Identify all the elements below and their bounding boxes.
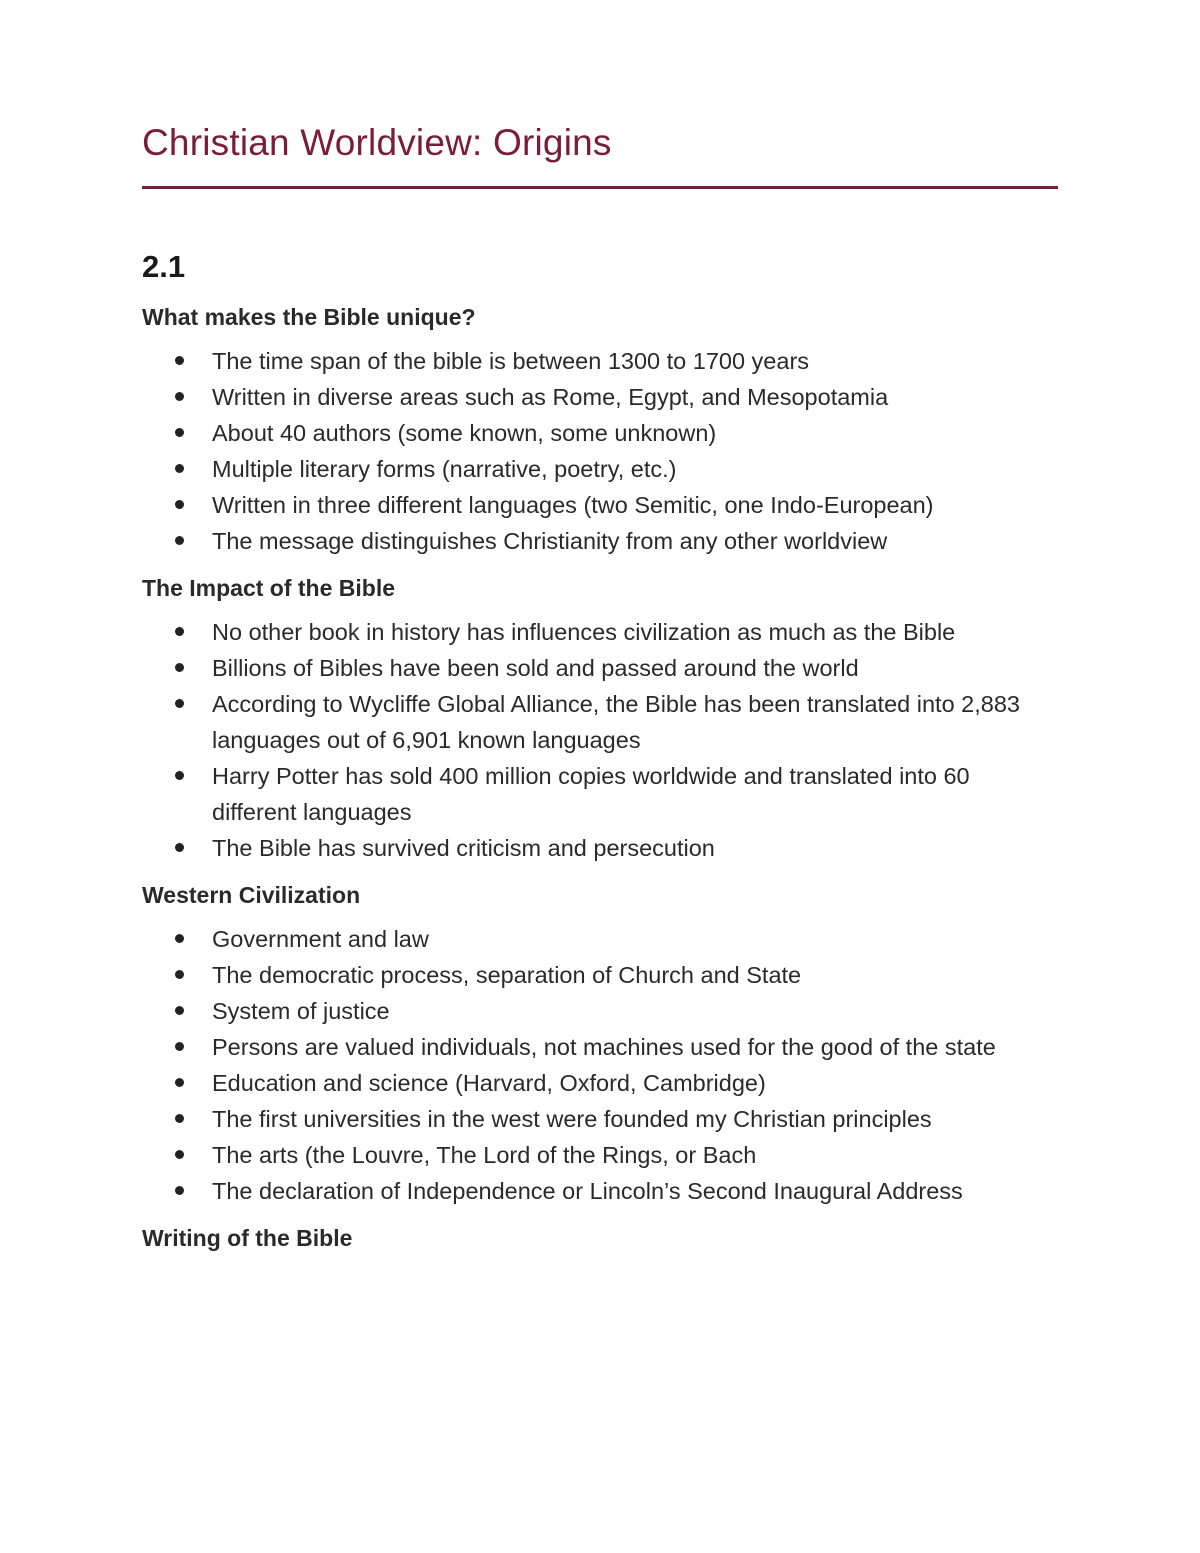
bullet-icon — [175, 627, 184, 636]
list-item-text: No other book in history has influences civilization as much as the Bible — [212, 619, 956, 645]
list-item — [142, 650, 1058, 686]
list-item — [142, 758, 1058, 830]
list-item — [142, 1029, 1058, 1065]
list-item-text: The arts (the Louvre, The Lord of the Rings, or Bach — [212, 1142, 757, 1168]
section-number: 2.1 — [142, 249, 186, 284]
list-item — [142, 1173, 1058, 1209]
list-item — [142, 957, 1058, 993]
list-item — [142, 614, 1058, 650]
list-item-text: The time span of the bible is between 1300 to 1700 years — [212, 348, 810, 374]
list-item — [142, 343, 1058, 379]
list-item-text: The first universities in the west were founded my Christian principles — [212, 1106, 932, 1132]
list-item-text: According to Wycliffe Global Alliance, the Bible has been translated into 2,883 languages out of 6,901 known languages — [212, 691, 1020, 753]
bullet-icon — [175, 1006, 184, 1015]
list-item-text: The Bible has survived criticism and persecution — [212, 835, 715, 861]
list-item — [142, 921, 1058, 957]
document-body — [142, 300, 1058, 1255]
bullet-icon — [175, 970, 184, 979]
list-item — [142, 1101, 1058, 1137]
bullet-icon — [175, 1078, 184, 1087]
document-title: Christian Worldview: Origins — [142, 122, 612, 163]
bullet-icon — [175, 663, 184, 672]
list-item-text: The democratic process, separation of Church and State — [212, 962, 802, 988]
bullet-icon — [175, 428, 184, 437]
list-item-text: The message distinguishes Christianity from any other worldview — [212, 528, 888, 554]
bullet-icon — [175, 1186, 184, 1195]
bullet-icon — [175, 934, 184, 943]
bullet-icon — [175, 1042, 184, 1051]
list-item — [142, 1065, 1058, 1101]
bullet-icon — [175, 699, 184, 708]
bullet-icon — [175, 356, 184, 365]
heading-writing-of-bible: Writing of the Bible — [142, 1225, 353, 1251]
list-item-text: Government and law — [212, 926, 429, 952]
heading-bible-unique: What makes the Bible unique? — [142, 304, 476, 330]
list-bible-unique — [142, 343, 1058, 559]
heading-impact-of-bible: The Impact of the Bible — [142, 575, 396, 601]
bullet-icon — [175, 1114, 184, 1123]
heading-western-civilization: Western Civilization — [142, 882, 361, 908]
list-impact-of-bible — [142, 614, 1058, 866]
bullet-icon — [175, 771, 184, 780]
list-item — [142, 830, 1058, 866]
bullet-icon — [175, 464, 184, 473]
list-western-civilization — [142, 921, 1058, 1209]
list-item — [142, 451, 1058, 487]
list-item-text: Harry Potter has sold 400 million copies worldwide and translated into 60 different languages — [212, 763, 970, 825]
list-item — [142, 415, 1058, 451]
bullet-icon — [175, 500, 184, 509]
list-item-text: Persons are valued individuals, not machines used for the good of the state — [212, 1034, 996, 1060]
list-item — [142, 379, 1058, 415]
list-item-text: Education and science (Harvard, Oxford, Cambridge) — [212, 1070, 766, 1096]
list-item-text: Multiple literary forms (narrative, poetry, etc.) — [212, 456, 677, 482]
list-item — [142, 686, 1058, 758]
list-item-text: System of justice — [212, 998, 390, 1024]
list-item — [142, 487, 1058, 523]
list-item — [142, 993, 1058, 1029]
list-item-text: Billions of Bibles have been sold and passed around the world — [212, 655, 859, 681]
list-item — [142, 1137, 1058, 1173]
list-item-text: About 40 authors (some known, some unknown) — [212, 420, 717, 446]
list-item-text: Written in three different languages (two Semitic, one Indo-European) — [212, 492, 934, 518]
list-item-text: Written in diverse areas such as Rome, Egypt, and Mesopotamia — [212, 384, 889, 410]
list-item-text: The declaration of Independence or Lincoln’s Second Inaugural Address — [212, 1178, 963, 1204]
list-item — [142, 523, 1058, 559]
bullet-icon — [175, 536, 184, 545]
title-divider — [142, 186, 1058, 189]
bullet-icon — [175, 1150, 184, 1159]
bullet-icon — [175, 843, 184, 852]
bullet-icon — [175, 392, 184, 401]
